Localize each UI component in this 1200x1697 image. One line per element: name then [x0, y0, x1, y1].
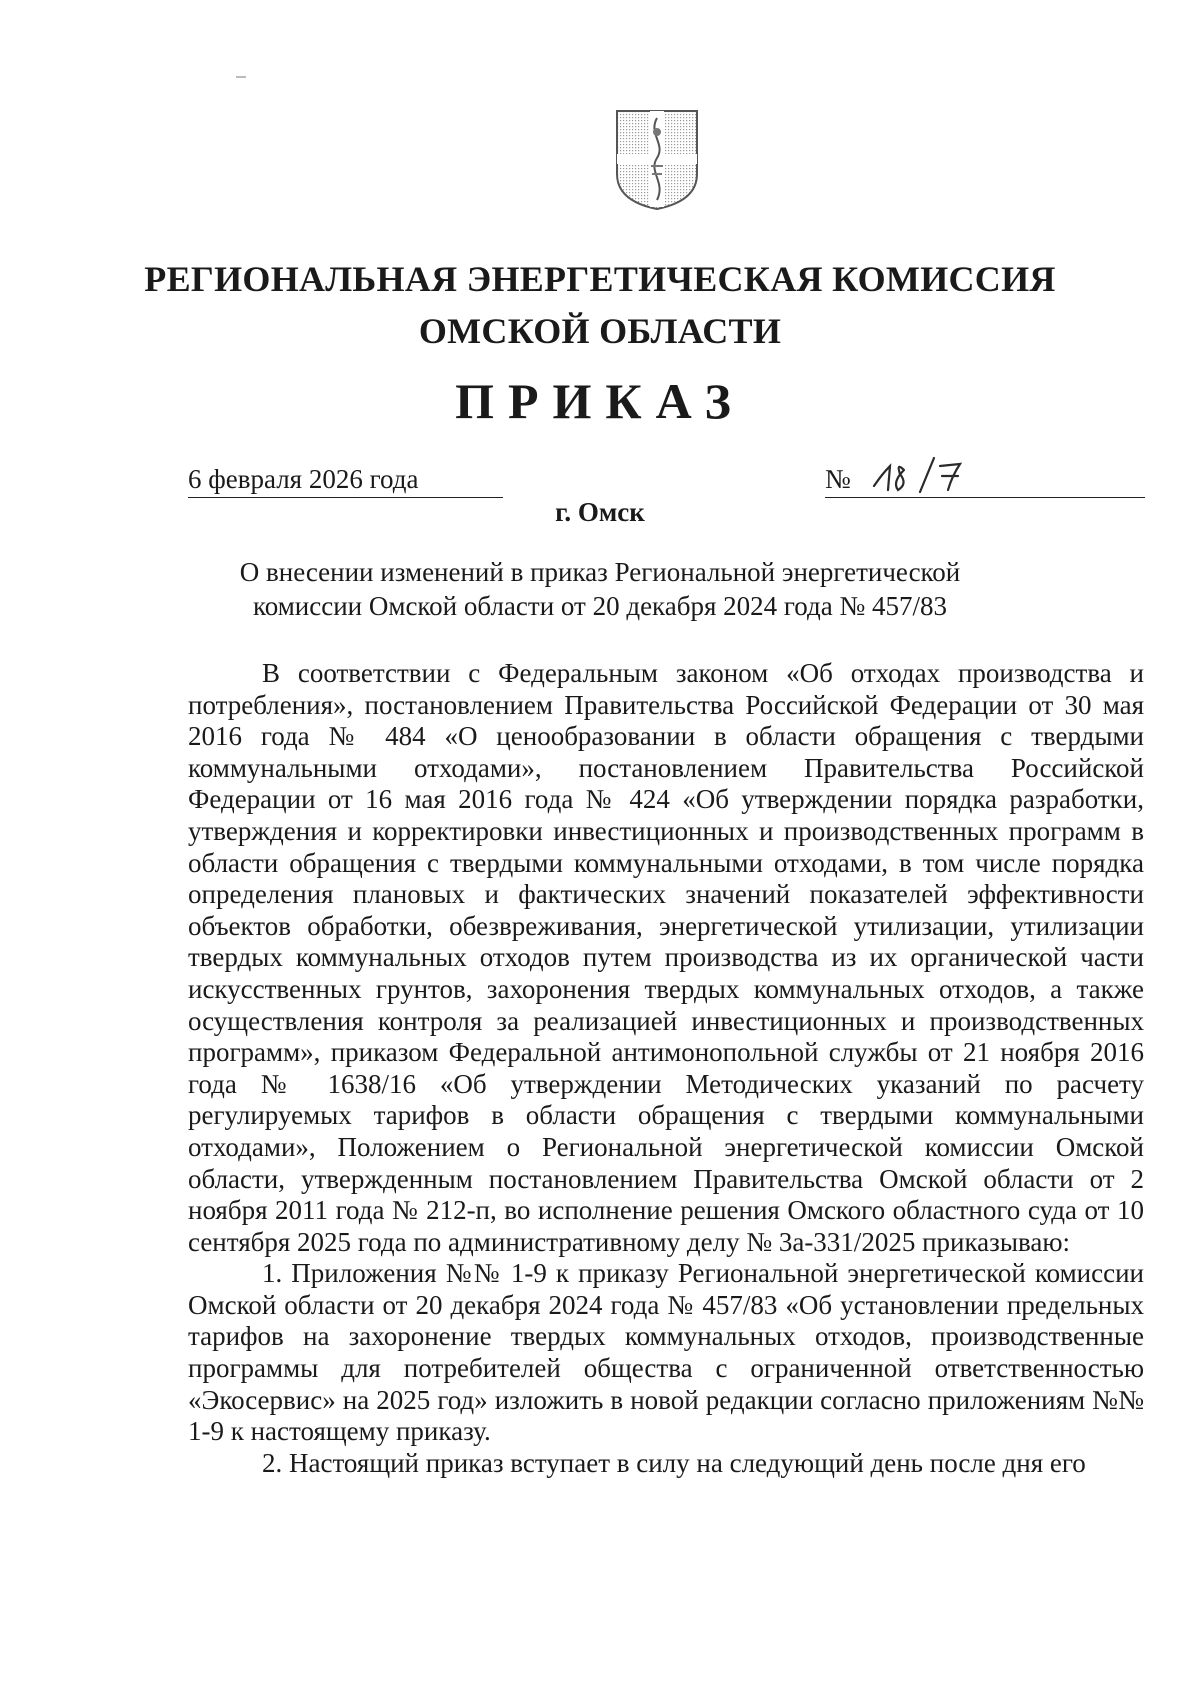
coat-of-arms-icon: [614, 108, 700, 212]
document-type-title: ПРИКАЗ: [455, 373, 745, 429]
subject-line2: комиссии Омской области от 20 декабря 2024 года № 457/83: [252, 591, 948, 621]
scan-artifact: [236, 76, 246, 78]
order-item-2: 2. Настоящий приказ вступает в силу на следующий день после дня его: [262, 1447, 1086, 1478]
handwritten-document-number: [868, 452, 968, 498]
document-body: [188, 658, 1144, 1479]
document-city: г. Омск: [555, 497, 645, 527]
document-number-label: №: [825, 464, 851, 494]
subject-line1: О внесении изменений в приказ Региональной энергетической: [239, 557, 961, 587]
document-date: 6 февраля 2026 года: [188, 463, 503, 498]
organization-name-line2: ОМСКОЙ ОБЛАСТИ: [418, 311, 782, 351]
order-item-1: 1. Приложения №№ 1-9 к приказу Региональной энергетической комиссии Омской области от 20 декабря 2024 года № 457/83 «Об установлении предельных тарифов на захоронение твердых коммунальных отходов, производственные программы для потребителей общества с ограниченной ответственностью «Экосервис» на 2025 год» изложить в новой редакции согласно приложениям №№ 1-9 к настоящему приказу.: [188, 1258, 1144, 1447]
organization-name-line1: РЕГИОНАЛЬНАЯ ЭНЕРГЕТИЧЕСКАЯ КОМИССИЯ: [144, 259, 1056, 299]
preamble-paragraph: В соответствии с Федеральным законом «Об отходах производства и потребления», постановлением Правительства Российской Федерации от 30 мая 2016 года № 484 «О ценообразовании в области обращения с твердыми коммунальными отходами», постановлением Правительства Российской Федерации от 16 мая 2016 года № 424 «Об утверждении порядка разработки, утверждения и корректировки инвестиционных и производственных программ в области обращения с твердыми коммунальными отходами, в том числе порядка определения плановых и фактических значений показателей эффективности объектов обработки, обезвреживания, энергетической утилизации, утилизации твердых коммунальных отходов путем производства из их органической части искусственных грунтов, захоронения твердых коммунальных отходов, а также осуществления контроля за реализацией инвестиционных и производственных программ», приказом Федеральной антимонопольной службы от 21 ноября 2016 года № 1638/16 «Об утверждении Методических указаний по расчету регулируемых тарифов в области обращения с твердыми коммунальными отходами», Положением о Региональной энергетической комиссии Омской области, утвержденным постановлением Правительства Омской области от 2 ноября 2011 года № 212-п, во исполнение решения Омского областного суда от 10 сентября 2025 года по административному делу № 3а-331/2025 приказываю:: [188, 658, 1144, 1257]
